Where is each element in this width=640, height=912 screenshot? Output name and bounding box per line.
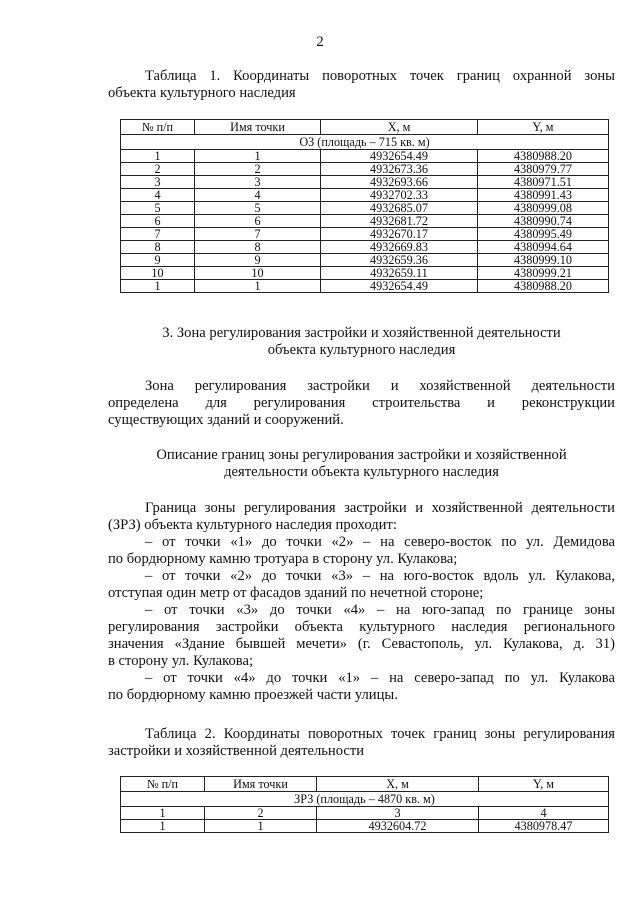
cell: 4380999.21 xyxy=(478,267,609,280)
description-heading-line2: деятельности объекта культурного наследия xyxy=(224,464,499,480)
cell: 4932604.72 xyxy=(317,820,479,833)
item4-line2: по бордюрному камню проезжей части улицы. xyxy=(108,687,398,703)
table-row xyxy=(121,189,609,202)
cell: 1 xyxy=(205,820,317,833)
table1-header-cell: № п/п xyxy=(121,120,195,135)
table2-number-row xyxy=(121,807,609,820)
cell: 2 xyxy=(121,163,195,176)
item2-line1: – от точки «2» до точки «3» – на юго-восток вдоль ул. Кулакова, xyxy=(145,568,615,584)
table2-header-row xyxy=(121,777,609,792)
item4-line1: – от точки «4» до точки «1» – на северо-запад по ул. Кулакова xyxy=(145,670,615,686)
table1-zone-row xyxy=(121,135,609,150)
item2-line2: отступая один метр от фасадов зданий по нечетной стороне; xyxy=(108,585,484,601)
table2-zone-cell: ЗРЗ (площадь – 4870 кв. м) xyxy=(121,792,609,807)
section3-paragraph xyxy=(108,378,615,429)
cell: 4380991.43 xyxy=(478,189,609,202)
intro-line2: (ЗРЗ) объекта культурного наследия проходит: xyxy=(108,517,397,533)
table-row xyxy=(121,163,609,176)
section3-heading-line2: объекта культурного наследия xyxy=(267,342,456,358)
table1-zone-cell: ОЗ (площадь – 715 кв. м) xyxy=(121,135,609,150)
description-heading-line1: Описание границ зоны регулирования застройки и хозяйственной xyxy=(156,447,567,463)
table-row xyxy=(121,215,609,228)
table2-header-cell: № п/п xyxy=(121,777,205,792)
cell: 7 xyxy=(195,228,321,241)
cell: 4932654.49 xyxy=(321,280,478,293)
cell: 4932670.17 xyxy=(321,228,478,241)
cell: 1 xyxy=(121,150,195,163)
cell: 10 xyxy=(195,267,321,280)
table-row xyxy=(121,254,609,267)
section3-heading xyxy=(108,325,615,359)
table2-header-cell: X, м xyxy=(317,777,479,792)
cell: 9 xyxy=(121,254,195,267)
table2-header-cell: Имя точки xyxy=(205,777,317,792)
table2-header-cell: Y, м xyxy=(479,777,609,792)
table2-caption-line2: застройки и хозяйственной деятельности xyxy=(108,743,365,759)
cell: 8 xyxy=(195,241,321,254)
item3-line2: регулирования застройки объекта культурного наследия регионального xyxy=(108,619,615,635)
cell: 1 xyxy=(195,280,321,293)
cell: 4380988.20 xyxy=(478,280,609,293)
cell: 3 xyxy=(121,176,195,189)
table1-caption-cont xyxy=(108,85,615,102)
cell: 4 xyxy=(121,189,195,202)
cell: 4932659.36 xyxy=(321,254,478,267)
section3-heading-line1: 3. Зона регулирования застройки и хозяйственной деятельности xyxy=(162,325,561,341)
table-row xyxy=(121,150,609,163)
cell: 4932659.11 xyxy=(321,267,478,280)
cell: 3 xyxy=(317,807,479,820)
item3-line1: – от точки «3» до точки «4» – на юго-запад по границе зоны xyxy=(145,602,615,618)
table-row xyxy=(121,202,609,215)
table1-header-cell: X, м xyxy=(321,120,478,135)
section3-para-line3: существующих зданий и сооружений. xyxy=(108,412,344,428)
cell: 4932681.72 xyxy=(321,215,478,228)
cell: 4 xyxy=(479,807,609,820)
cell: 4380978.47 xyxy=(479,820,609,833)
cell: 5 xyxy=(195,202,321,215)
cell: 4380988.20 xyxy=(478,150,609,163)
cell: 4932693.66 xyxy=(321,176,478,189)
cell: 4932669.83 xyxy=(321,241,478,254)
table1-caption-line1: Таблица 1. Координаты поворотных точек границ охранной зоны xyxy=(145,68,615,84)
table2-zone-row xyxy=(121,792,609,807)
cell: 3 xyxy=(195,176,321,189)
cell: 4932654.49 xyxy=(321,150,478,163)
cell: 1 xyxy=(195,150,321,163)
table1-caption xyxy=(108,68,615,85)
cell: 4932702.33 xyxy=(321,189,478,202)
cell: 1 xyxy=(121,807,205,820)
section3-para-line2: определена для регулирования строительства и реконструкции xyxy=(108,395,615,411)
cell: 10 xyxy=(121,267,195,280)
cell: 4932673.36 xyxy=(321,163,478,176)
table1-header-row xyxy=(121,120,609,135)
cell: 6 xyxy=(195,215,321,228)
table1-header-cell: Y, м xyxy=(478,120,609,135)
cell: 7 xyxy=(121,228,195,241)
cell: 6 xyxy=(121,215,195,228)
cell: 4380994.64 xyxy=(478,241,609,254)
item3-line3: значения «Здание бывшей мечети» (г. Севастополь, ул. Кулакова, д. 31) xyxy=(108,636,615,652)
cell: 5 xyxy=(121,202,195,215)
page-number: 2 xyxy=(316,34,324,50)
table-row xyxy=(121,241,609,254)
cell: 4 xyxy=(195,189,321,202)
cell: 4380990.74 xyxy=(478,215,609,228)
item1-line1: – от точки «1» до точки «2» – на северо-восток по ул. Демидова xyxy=(145,534,615,550)
cell: 9 xyxy=(195,254,321,267)
cell: 4932685.07 xyxy=(321,202,478,215)
cell: 2 xyxy=(195,163,321,176)
table-row xyxy=(121,280,609,293)
table1-caption-line2: объекта культурного наследия xyxy=(108,85,296,101)
table2 xyxy=(120,776,609,833)
table1 xyxy=(120,119,609,293)
cell: 8 xyxy=(121,241,195,254)
table-row xyxy=(121,176,609,189)
cell: 4380999.08 xyxy=(478,202,609,215)
cell: 1 xyxy=(121,280,195,293)
table-row xyxy=(121,267,609,280)
cell: 4380979.77 xyxy=(478,163,609,176)
cell: 2 xyxy=(205,807,317,820)
description-body xyxy=(108,500,615,704)
cell: 1 xyxy=(121,820,205,833)
table-row xyxy=(121,228,609,241)
table2-caption-line1: Таблица 2. Координаты поворотных точек границ зоны регулирования xyxy=(145,726,615,742)
section3-para-line1: Зона регулирования застройки и хозяйственной деятельности xyxy=(145,378,615,394)
item3-line4: в сторону ул. Кулакова; xyxy=(108,653,254,669)
cell: 4380999.10 xyxy=(478,254,609,267)
table2-caption xyxy=(108,726,615,760)
table1-header-cell: Имя точки xyxy=(195,120,321,135)
item1-line2: по бордюрному камню тротуара в сторону ул. Кулакова; xyxy=(108,551,458,567)
cell: 4380971.51 xyxy=(478,176,609,189)
cell: 4380995.49 xyxy=(478,228,609,241)
table-row xyxy=(121,820,609,833)
intro-line1: Граница зоны регулирования застройки и хозяйственной деятельности xyxy=(145,500,615,516)
description-heading xyxy=(108,447,615,481)
